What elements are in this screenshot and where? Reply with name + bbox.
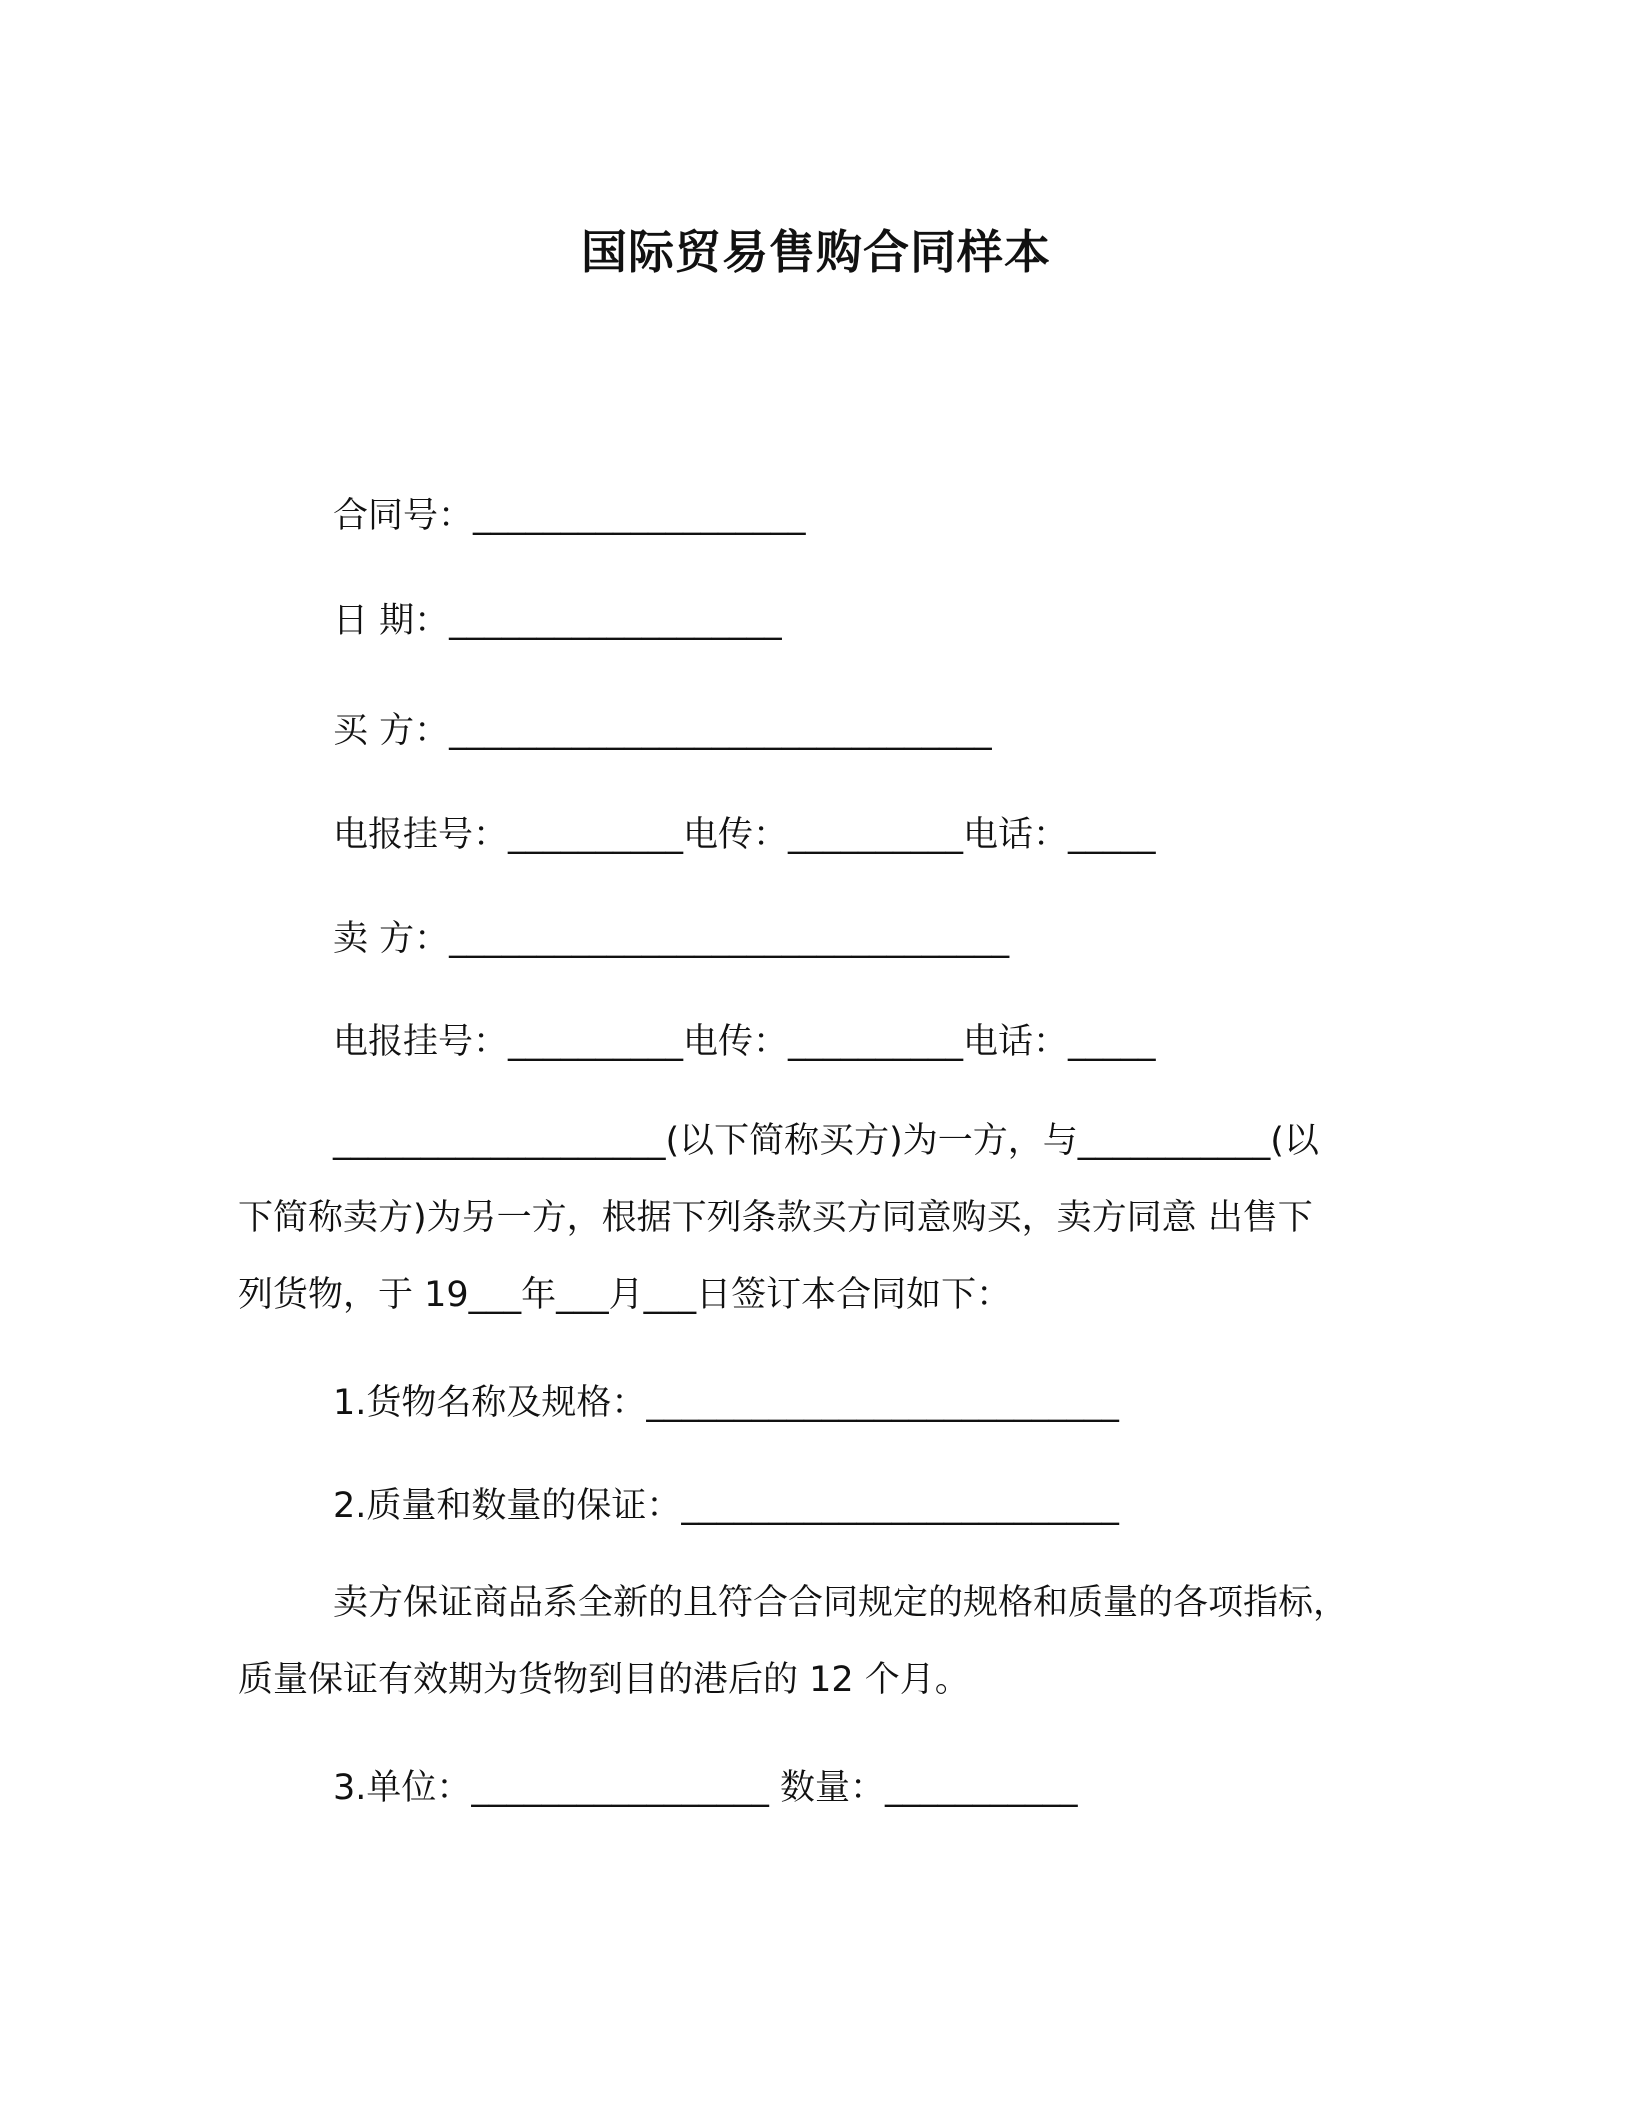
document-title: 国际贸易售购合同样本 [581, 225, 1051, 279]
seller-field: 卖 方：________________________________ [333, 919, 1010, 959]
clause-goods-name: 1.货物名称及规格：___________________________ [333, 1383, 1119, 1423]
buyer-contact-line: 电报挂号：__________电传：__________电话：_____ [333, 815, 1156, 855]
guarantee-text-line-2: 质量保证有效期为货物到目的港后的 12 个月。 [238, 1660, 970, 1700]
preamble-line-1: ___________________(以下简称买方)为一方，与___________(以 [333, 1121, 1319, 1161]
clause-unit-quantity: 3.单位：_________________ 数量：___________ [333, 1768, 1078, 1808]
contract-number-field: 合同号：___________________ [333, 496, 806, 536]
preamble-line-2: 下简称卖方)为另一方，根据下列条款买方同意购买，卖方同意 出售下 [238, 1198, 1313, 1238]
preamble-line-3: 列货物，于 19___年___月___日签订本合同如下： [238, 1275, 1012, 1315]
guarantee-text-line-1: 卖方保证商品系全新的且符合合同规定的规格和质量的各项指标， [333, 1583, 1349, 1623]
clause-quality-guarantee: 2.质量和数量的保证：_________________________ [333, 1486, 1119, 1526]
date-field: 日 期：___________________ [333, 601, 782, 641]
seller-contact-line: 电报挂号：__________电传：__________电话：_____ [333, 1022, 1156, 1062]
buyer-field: 买 方：_______________________________ [333, 711, 992, 751]
